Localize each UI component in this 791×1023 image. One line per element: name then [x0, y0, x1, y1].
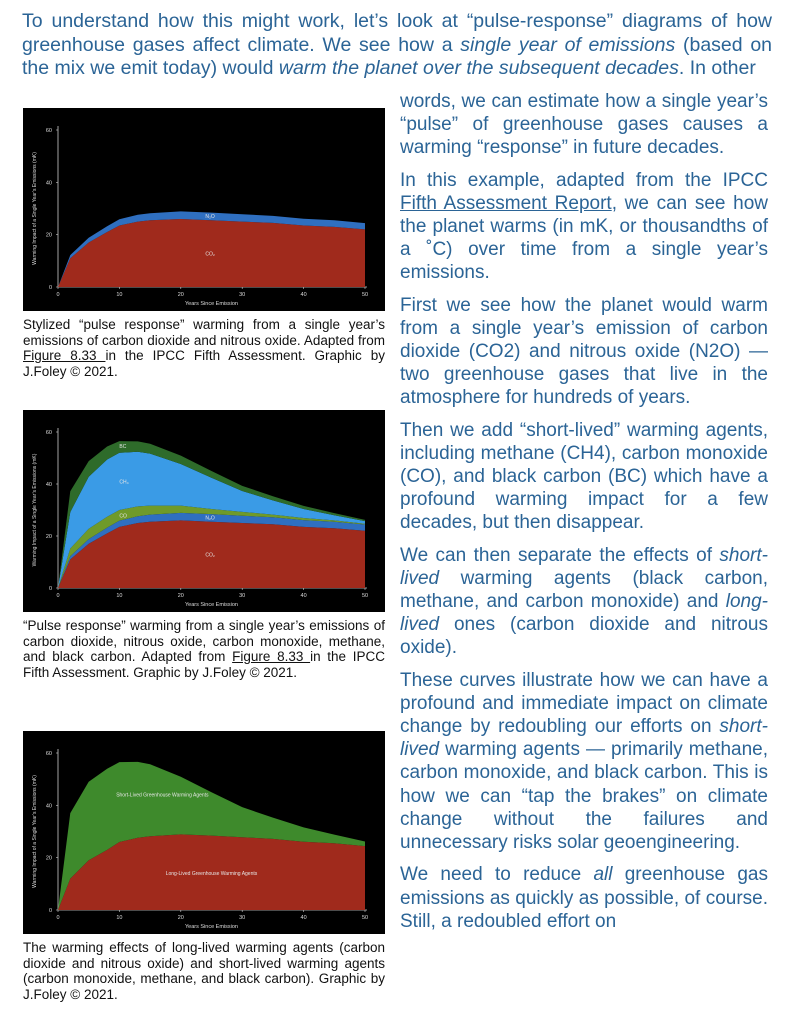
paragraph-6-text-end: warming agents — primarily methane, carbon monoxide, and black carbon. This is how we can “tap the brakes” on climate change without the failures and unnecessary risks solar geoengineering. — [400, 739, 768, 854]
paragraph-6-text: These curves illustrate how we can have a profound and immediate impact on climate change by redoubling our efforts on — [400, 669, 768, 738]
paragraph-3: First we see how the planet would warm from a single year’s emission of carbon dioxide (CO2) and nitrous oxide (N2O) — two greenhouse gases that live in the atmosphere for hundreds of years. — [400, 294, 768, 409]
fifth-assessment-report-link[interactable]: Fifth Assessment Report — [400, 192, 612, 214]
series-label-3: CH₄ — [119, 479, 129, 486]
pulse-response-chart-co2-n2o — [23, 108, 385, 311]
paragraph-7 — [400, 863, 768, 933]
paragraph-6 — [400, 669, 768, 855]
series-label-1: Short-Lived Greenhouse Warming Agents — [116, 792, 209, 799]
y-axis-label: Warming Impact of a Single Year’s Emissions (mK) — [32, 775, 38, 888]
x-tick-label: 10 — [116, 292, 123, 298]
series-label-4: BC — [119, 443, 127, 450]
paragraph-2 — [400, 169, 768, 285]
intro-text-3: . In other — [678, 57, 756, 79]
x-tick-label: 0 — [56, 292, 60, 298]
y-axis-label: Warming Impact of a Single Year’s Emissions (mK) — [32, 453, 38, 567]
paragraph-2-text: In this example, adapted from the IPCC — [400, 169, 768, 191]
y-tick-label: 40 — [45, 482, 52, 488]
paragraph-6-emphasis: short-lived — [400, 716, 768, 761]
x-tick-label: 0 — [56, 915, 60, 921]
figure-1 — [23, 108, 385, 379]
figure-1-caption-link[interactable]: Figure 8.33 — [23, 348, 106, 363]
figure-2-caption-text-end: in the IPCC Fifth Assessment. Graphic by J.Foley © 2021. — [23, 649, 386, 680]
paragraph-7-text-end: greenhouse gas emissions as quickly as possible, of course. Still, a redoubled effort on — [400, 864, 769, 932]
figure-3-caption-text: The warming effects of long-lived warming agents (carbon dioxide and nitrous oxide) and short-lived warming agents (carbon monoxide, methane, and black carbon). Graphic by J.Foley © 2021. — [23, 940, 385, 1002]
y-tick-label: 60 — [45, 751, 52, 757]
series-label-2: CO — [119, 513, 127, 520]
x-tick-label: 10 — [116, 593, 123, 599]
paragraph-5-text: We can then separate the effects of — [400, 544, 720, 566]
figure-2-caption — [23, 618, 385, 680]
figure-2-caption-link[interactable]: Figure 8.33 — [232, 649, 311, 664]
series-label-1: N₂O — [205, 214, 215, 221]
y-tick-label: 60 — [45, 128, 52, 134]
paragraph-2-text-end: , we can see how the planet warms (in mK, or thousandths of a ˚C) over time from a single year’s emissions. — [400, 192, 769, 284]
figure-1-caption — [23, 317, 385, 379]
x-tick-label: 0 — [56, 593, 60, 599]
intro-emphasis-1: single year of emissions — [460, 33, 676, 56]
series-label-0: Long-Lived Greenhouse Warming Agents — [165, 870, 258, 877]
x-tick-label: 20 — [177, 915, 184, 921]
x-tick-label: 20 — [177, 593, 184, 599]
paragraph-7-text: We need to reduce — [400, 864, 594, 886]
x-tick-label: 40 — [300, 292, 307, 298]
x-tick-label: 40 — [300, 593, 307, 599]
intro-text-2: (based on the mix we emit today) would — [22, 33, 773, 79]
figure-3-caption — [23, 940, 385, 1002]
y-tick-label: 60 — [45, 430, 52, 436]
x-axis-label: Years Since Emission — [185, 301, 238, 307]
figure-2-caption-text: “Pulse response” warming from a single year’s emissions of carbon dioxide, nitrous oxide, carbon monoxide, methane, and black carbon. Adapted from — [23, 618, 385, 664]
x-tick-label: 10 — [116, 915, 123, 921]
series-label-0: CO₂ — [205, 251, 215, 258]
paragraph-5 — [400, 544, 768, 660]
y-tick-label: 40 — [45, 180, 52, 187]
x-axis-label: Years Since Emission — [185, 924, 238, 930]
x-tick-label: 50 — [361, 593, 369, 599]
figure-3 — [23, 731, 385, 1002]
x-tick-label: 30 — [239, 915, 246, 921]
y-tick-label: 0 — [48, 908, 52, 914]
x-tick-label: 30 — [239, 593, 246, 599]
intro-emphasis-2: warm the planet over the subsequent decades — [278, 57, 679, 79]
x-tick-label: 20 — [177, 292, 184, 298]
figure-1-caption-text: Stylized “pulse response” warming from a single year’s emissions of carbon dioxide and nitrous oxide. Adapted from — [23, 317, 385, 348]
intro-text-1: To understand how this might work, let’s look at “pulse-response” diagrams of how greenhouse gases affect climate. We see how a — [22, 10, 772, 56]
y-axis-label: Warming Impact of a Single Year’s Emissions (mK) — [32, 152, 38, 265]
paragraph-5-emphasis-1: short-lived — [400, 544, 768, 589]
paragraph-5-emphasis-2: long-lived — [400, 591, 768, 636]
paragraph-5-text-end: ones (carbon dioxide and nitrous oxide). — [400, 614, 768, 659]
x-tick-label: 40 — [300, 915, 307, 921]
paragraph-7-emphasis: all — [593, 864, 613, 886]
y-tick-label: 0 — [48, 285, 52, 291]
intro-paragraph — [22, 10, 772, 81]
figure-2 — [23, 410, 385, 680]
right-column — [400, 90, 768, 942]
y-tick-label: 20 — [45, 855, 52, 862]
long-vs-short-lived-chart — [23, 731, 385, 934]
y-tick-label: 20 — [45, 534, 52, 540]
series-label-0: CO₂ — [205, 552, 215, 559]
pulse-response-chart-all-agents — [23, 410, 385, 612]
series-label-1: N₂O — [205, 515, 215, 522]
x-tick-label: 50 — [361, 915, 369, 921]
y-tick-label: 40 — [45, 803, 52, 810]
y-tick-label: 20 — [45, 232, 52, 239]
paragraph-1: words, we can estimate how a single year’s “pulse” of greenhouse gases causes a warming “response” in future decades. — [400, 91, 768, 159]
figure-1-caption-text-end: in the IPCC Fifth Assessment. Graphic by J.Foley © 2021. — [23, 348, 385, 379]
x-tick-label: 50 — [361, 292, 369, 298]
x-tick-label: 30 — [239, 292, 246, 298]
x-axis-label: Years Since Emission — [185, 602, 238, 608]
paragraph-5-text-mid: warming agents (black carbon, methane, and carbon monoxide) and — [400, 567, 768, 613]
y-tick-label: 0 — [48, 586, 52, 592]
paragraph-4: Then we add “short-lived” warming agents, including methane (CH4), carbon monoxide (CO), and black carbon (BC) which have a profound warming impact for a few decades, but then disappear. — [400, 419, 768, 534]
